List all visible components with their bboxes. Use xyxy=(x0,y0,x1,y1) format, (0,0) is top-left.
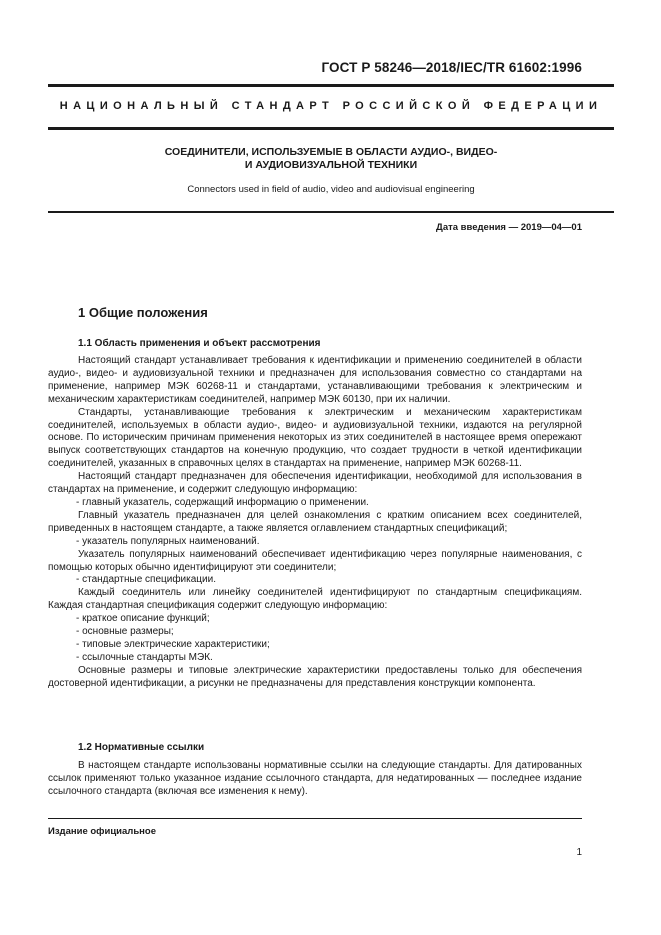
subsection-1-1-heading: 1.1 Область применения и объект рассмотрения xyxy=(78,338,321,349)
edition-label: Издание официальное xyxy=(48,826,156,837)
paragraph: Настоящий стандарт предназначен для обеспечения идентификации, необходимой для использования в стандартах на применение, и содержит следующую информацию: xyxy=(48,471,582,496)
paragraph: В настоящем стандарте использованы нормативные ссылки на следующие стандарты. Для датированных ссылок применяют только указанное издание ссылочного стандарта, для недатированных — последнее издание ссылочного стандарта (включая все изменения к нему). xyxy=(48,760,582,797)
list-item: - типовые электрические характеристики; xyxy=(76,638,270,650)
paragraph: Каждый соединитель или линейку соединителей идентифицируют по стандартным спецификациям. Каждая стандартная спецификация содержит следующую информацию: xyxy=(48,587,582,612)
title-english: Connectors used in field of audio, video and audiovisual engineering xyxy=(187,184,475,195)
paragraph: Указатель популярных наименований обеспечивает идентификацию через популярные наименования, с помощью которых обычно идентифицируют эти соединители; xyxy=(48,548,582,573)
paragraph: Стандарты, устанавливающие требования к электрическим и механическим характеристикам соединителей, используемых в области аудио-, видео- и аудиовизуальной техники, издаются на регулярной основе. По историческим причинам применения некоторых из этих соединителей в настоящее время опережают выпуск соответствующих стандартов на конечную продукцию, что создает трудности в четкой идентификации соединителей, указанных в справочных целях в стандартах на применение, например МЭК 60268-11. xyxy=(48,406,582,470)
title-rule xyxy=(48,211,614,213)
header-rule xyxy=(48,84,614,87)
title-line-1: СОЕДИНИТЕЛИ, ИСПОЛЬЗУЕМЫЕ В ОБЛАСТИ АУДИО-, ВИДЕО- xyxy=(164,146,498,158)
subsection-1-1-body xyxy=(48,355,582,691)
section-1-heading: 1 Общие положения xyxy=(78,305,208,320)
list-item: - ссылочные стандарты МЭК. xyxy=(76,651,213,663)
effective-date: Дата введения — 2019—04—01 xyxy=(436,222,582,233)
national-rule xyxy=(48,127,614,130)
list-item: - краткое описание функций; xyxy=(76,613,210,625)
footer-rule xyxy=(48,818,582,819)
list-item: - главный указатель, содержащий информацию о применении. xyxy=(76,496,369,508)
national-standard-heading: НАЦИОНАЛЬНЫЙ СТАНДАРТ РОССИЙСКОЙ ФЕДЕРАЦИИ xyxy=(59,100,603,112)
standard-id: ГОСТ Р 58246—2018/IEC/TR 61602:1996 xyxy=(321,60,582,75)
paragraph: Главный указатель предназначен для целей ознакомления с кратким описанием всех соединителей, приведенных в настоящем стандарте, а также является оглавлением стандартных спецификаций; xyxy=(48,509,582,534)
paragraph: Основные размеры и типовые электрические характеристики предоставлены только для обеспечения достоверной идентификации, а рисунки не предназначены для представления конструкции компонента. xyxy=(48,664,582,689)
subsection-1-2-heading: 1.2 Нормативные ссылки xyxy=(78,742,205,753)
list-item: - указатель популярных наименований. xyxy=(76,535,260,547)
title-line-2: И АУДИОВИЗУАЛЬНОЙ ТЕХНИКИ xyxy=(244,159,418,171)
subsection-1-2-body xyxy=(48,760,582,799)
page-number: 1 xyxy=(576,847,582,858)
list-item: - стандартные спецификации. xyxy=(76,574,216,586)
document-title xyxy=(48,146,614,172)
list-item: - основные размеры; xyxy=(76,626,174,638)
paragraph: Настоящий стандарт устанавливает требования к идентификации и применению соединителей в области аудио-, видео- и аудиовизуальной техники и предназначен для использования совместно со стандартами на применение, например МЭК 60268-11 и стандартами, устанавливающими требования к электрическим и механическим характеристикам соединителей, например МЭК 60130, при их наличии. xyxy=(48,355,582,405)
